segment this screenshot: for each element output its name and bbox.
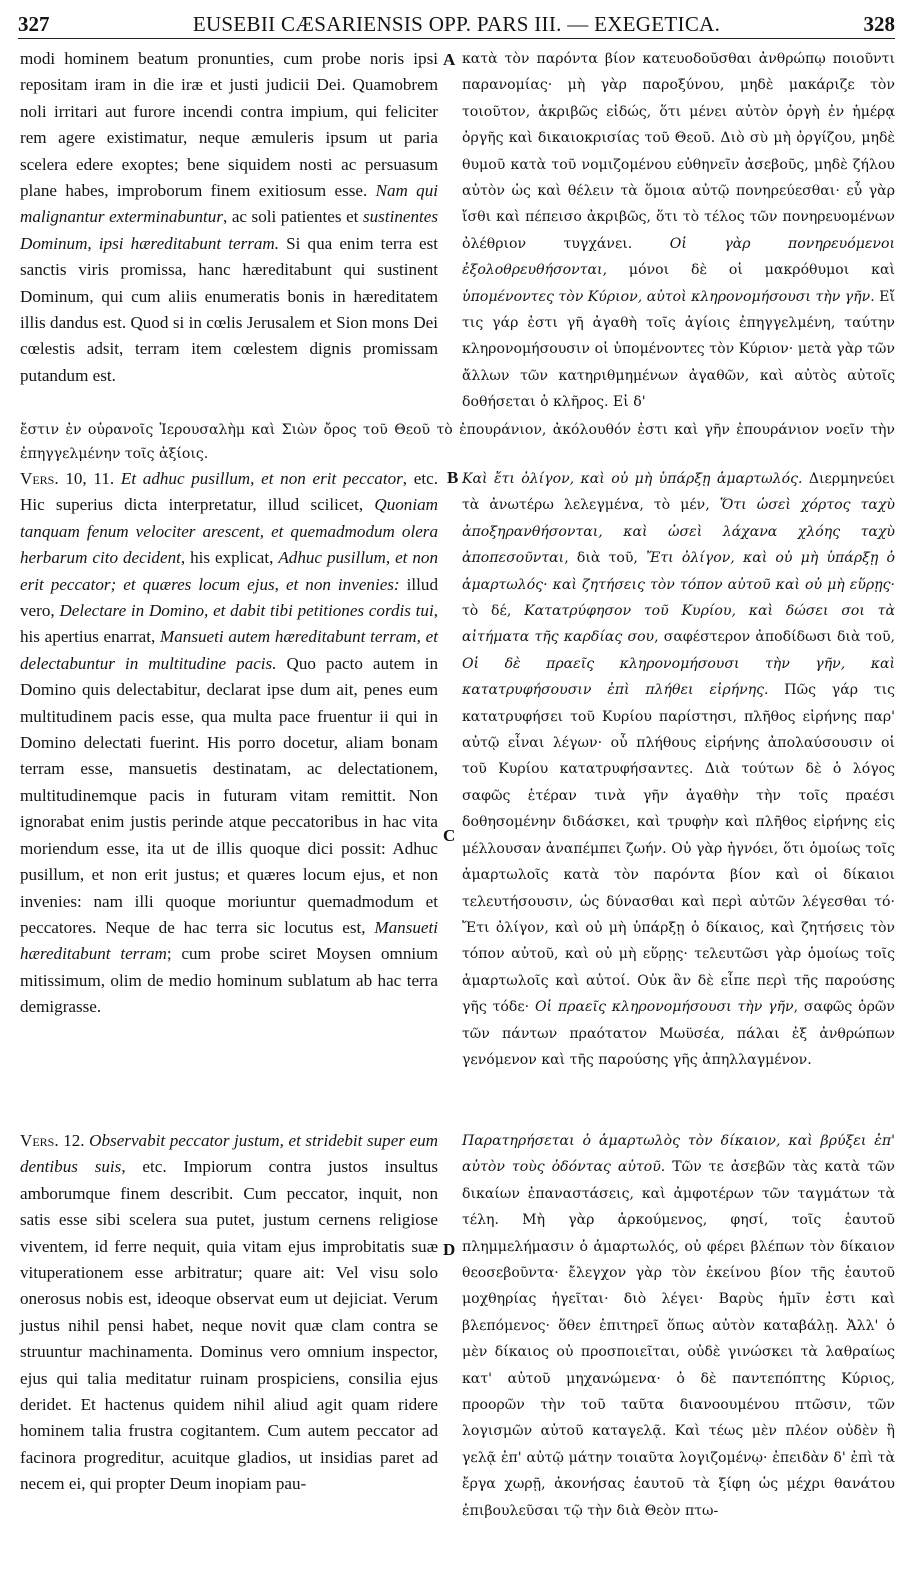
text-run: ; cum probe sciret Moysen omnium mitissimum, olim de medio hominum sublatum ab hac terra demigrasse. (20, 944, 438, 1017)
text-run: modi hominem beatum pronunties, cum probe noris ipsi repositam iram in die iræ et justi judicii Dei. Quamobrem noli irritari aut furore incendi contra impium, qui feliciter rem agere existimatur, neque æmuleris ipsum ut paria scelera edere exoptes; bene siquidem nosti ac persuasum plane habes, improborum finem exitiosum esse. (20, 49, 438, 201)
scripture-quote: ὑπομένοντες τὸν Κύριον, αὐτοὶ κληρονομήσουσι τὴν γῆν. (462, 288, 875, 305)
greek-column-vers-10-11 (462, 466, 895, 1073)
text-run: Si qua enim terra est sanctis viris promissa, hanc hæreditabunt qui sustinent Dominum, qui cum aliis enumeratis bonis in hæreditatem illis dandus est. Quod si in cœlis Jerusalem et Sion mons Dei cœlestis adsit, terram item cœlestem dignis promissam putandum est. (20, 233, 439, 385)
running-title: EUSEBII CÆSARIENSIS OPP. PARS III. — EXEGETICA. (192, 12, 721, 36)
scripture-quote: Καὶ ἔτι ὀλίγον, καὶ οὐ μὴ ὑπάρξῃ ἁμαρτωλός. (462, 471, 803, 487)
verse-heading: Vers. 10, 11. (20, 469, 115, 488)
greek-paragraph (462, 46, 895, 416)
text-run: , διὰ τοῦ, (564, 550, 647, 567)
scripture-quote: Οἱ δὲ πραεῖς κληρονομήσουσι τὴν γῆν, καὶ κατατρυφήσουσιν ἐπὶ πλήθει εἰρήνης. (462, 655, 895, 699)
verse-heading: Vers. 12. (20, 1131, 85, 1150)
scripture-quote: Delectare in Domino, et dabit tibi petitiones cordis tui (59, 601, 434, 621)
latin-column-section-1 (20, 46, 438, 389)
running-header (18, 8, 895, 39)
latin-paragraph (20, 466, 438, 1021)
text-run (114, 469, 121, 488)
scripture-quote: Οἱ γὰρ πονηρευόμενοι ἐξολοθρευθήσονται (462, 235, 896, 279)
latin-paragraph (20, 46, 438, 389)
text-run: illud vero, (20, 574, 438, 621)
scripture-quote: Mansueti autem hæreditabunt terram, et delectabuntur in multitudine pacis. (20, 627, 438, 673)
margin-marker-c: C (443, 826, 456, 845)
text-run: , etc. Hic superius dicta interpretatur, illud scilicet, (20, 469, 438, 515)
page-number-right: 328 (863, 12, 895, 36)
scripture-quote: Κατατρύφησον τοῦ Κυρίου, καὶ δώσει σοι τὰ αἰτήματα τῆς καρδίας σου (462, 603, 895, 646)
text-run: , etc. Impiorum contra justos insultus amborumque finem describit. Cum peccator, inquit, non satis esse sibi scelera sua putet, justum cernens religiose viventem, id ferre nequit, quia vitam ejus improbitatis suæ vituperationem esse arbitratur; quare ait: Vel visu solo onerosus nobis est, ideoque observat eum ut dejiciat. Verum justus nihil pensi habet, neque novit quæ clam contra se struuntur machinamenta. Dominus vero omnium inspector, ejus qui talia meditatur ruinam prospiciens, consilia ejus deridet. Et hactenus quidem nihil aliud agit quam ridere hominem talia frustra cogitantem. Cum autem peccator ad facinora progreditur, acuitque gladios, ut insidias paret ad necem ei, qui propter Deum inopiam pau- (20, 1157, 438, 1494)
text-run: Τῶν τε ἀσεβῶν τὰς κατὰ τῶν δικαίων ἐπαναστάσεις, καὶ ἀμφοτέρων τῶν ταγμάτων τὰ τέλη. Μὴ γὰρ ἀρκούμενος, φησί, τοῖς ἑαυτοῦ πλημμελήμασιν ὁ ἁμαρτωλός, οὐ φέρει βλέπων τὸν δίκαιον θεοσεβοῦντα· ἔλεγχον γὰρ τὸν ἐκείνου βίον τῆς ἑαυτοῦ μοχθηρίας ἡγεῖται· διὸ λέγει· Βαρὺς ἡμῖν ἐστι καὶ βλεπόμενος· ὅθεν ἐπιτηρεῖ ὅπως αὐτὸν καταβάλῃ. Ἀλλ' ὁ μὲν δίκαιος οὐ προσποιεῖται, οὐδὲ γινώσκει τὰ λαθραίως κατ' αὐτοῦ μηχανώμενα· ὁ δὲ παντεπόπτης Κύριος, προορῶν τὴν τοῦ ταῦτα διανοουμένου πτῶσιν, τῶν λογισμῶν αὐτοῦ καταγελᾷ. Καὶ τέως μὲν πλέον οὐδὲν ἢ γελᾷ ἐπ' αὐτῷ μάτην τοιαῦτα λογιζομένῳ· ἐπειδὰν δ' ἐπὶ τὰ ἔργα χωρῇ, ἀκονήσας ἑαυτοῦ τὰ ξίφη ὡς μέχρι θανάτου ἐπιβουλεῦσαι τῷ τὴν διὰ Θεὸν πτω- (462, 1159, 896, 1519)
latin-column-vers-12 (20, 1128, 438, 1498)
latin-paragraph (20, 1128, 438, 1498)
text-run: , ac soli patientes et (223, 207, 363, 227)
scripture-quote: Observabit peccator justum, et stridebit super eum dentibus suis (20, 1131, 438, 1177)
scripture-quote: Οἱ πραεῖς κληρονομήσουσι τὴν γῆν (535, 999, 794, 1016)
scripture-quote: sustinentes Dominum, ipsi hæreditabunt terram. (20, 207, 438, 253)
greek-fullwidth-line: ἔστιν ἐν οὐρανοῖς Ἱερουσαλὴμ καὶ Σιὼν ὄρος τοῦ Θεοῦ τὸ ἐπουράνιον, ἀκόλουθόν ἐστι καὶ γῆν ἐπουράνιον νοεῖν τὴν ἐπηγγελμένην τοῖς ἀξίοις. (20, 422, 895, 462)
text-run: , σαφῶς ὁρῶν τῶν πάντων πραότατον Μωϋσέα, πάλαι ἐξ ἀνθρώπων γενόμενον καὶ τῆς παρούσης γῆς ἀπηλλαγμένον. (462, 999, 895, 1068)
scripture-quote: Παρατηρήσεται ὁ ἁμαρτωλὸς τὸν δίκαιον, καὶ βρύξει ἐπ' αὐτὸν τοὺς ὀδόντας αὐτοῦ. (462, 1133, 895, 1176)
text-run: , μόνοι δὲ οἱ μακρόθυμοι καὶ (602, 262, 895, 279)
greek-paragraph (462, 466, 895, 1073)
text-run: κατὰ τὸν παρόντα βίον κατευοδοῦσθαι ἀνθρώπῳ ποιοῦντι παρανομίας· μὴ γὰρ παροξύνου, μηδὲ μακάριζε τὸν τοιοῦτον, ἀκριβῶς εἰδώς, ὅτι μένει αὐτὸν ὀργὴ ἐν ἡμέρᾳ ὀργῆς καὶ δικαιοκρισίας τοῦ Θεοῦ. Διὸ σὺ μὴ ὀργίζου, μηδὲ θυμοῦ κατὰ τοῦ νομιζομένου εὐθηνεῖν ἀσεβοῦς, μηδὲ ζήλου αὐτὸν ὡς καὶ θέλειν τὰ ὅμοια αὐτῷ πονηρεύεσθαι· εὖ γὰρ ἴσθι καὶ πέπεισο ἀκριβῶς, ὅτι τὸ τέλος τῶν πονηρευομένων ὀλέθριον τυγχάνει. (462, 51, 895, 252)
greek-column-section-1 (462, 46, 895, 416)
greek-paragraph (462, 1128, 895, 1524)
scripture-quote: Mansueti hæreditabunt terram (20, 917, 438, 964)
latin-column-vers-10-11 (20, 466, 438, 1021)
text-run: , σαφέστερον ἀποδίδωσι διὰ τοῦ, (654, 629, 895, 646)
text-run: τὸ δέ, (462, 603, 525, 620)
page-number-left: 327 (18, 12, 50, 36)
scripture-quote: Ὅτι ὡσεὶ χόρτος ταχὺ ἀποξηρανθήσονται, καὶ ὡσεὶ λάχανα χλόης ταχὺ ἀποπεσοῦνται (462, 497, 895, 567)
greek-column-vers-12 (462, 1128, 895, 1524)
scripture-quote: Et adhuc pusillum, et non erit peccator (120, 469, 403, 488)
text-run: , his explicat, (180, 548, 279, 568)
text-run: , his apertius enarrat, (20, 601, 438, 647)
scripture-quote: Adhuc pusillum, et non erit peccator; et quæres locum ejus, et non invenies: (20, 548, 439, 594)
scripture-quote: Ἔτι ὀλίγον, καὶ οὐ μὴ ὑπάρξῃ ὁ ἁμαρτωλός· καὶ ζητήσεις τὸν τόπον αὐτοῦ καὶ οὐ μὴ εὕρῃς· (462, 550, 895, 593)
scripture-quote: Quoniam tanquam fenum velociter arescent, et quemadmodum olera herbarum cito decident (20, 495, 438, 568)
margin-marker-a: A (443, 50, 456, 69)
text-run: Πῶς γάρ τις κατατρυφήσει τοῦ Κυρίου παρίστησι, πλῆθος εἰρήνης παρ' αὐτῷ εἶναι λέγων· οὗ πλήθους εἰρήνης ἀπολαύσουσιν οἱ τοῦ Κυρίου κατατρυφήσαντες. Διὰ τούτων δὲ ὁ λόγος σαφῶς ἑτέραν τινὰ γῆν ἀγαθὴν τὴν τοῖς πραέσι δοθησομένην διδάσκει, καὶ τρυφὴν καὶ πλῆθος εἰρήνης εἰς μέλλουσαν ἀναπέμπει ζωήν. Οὐ γὰρ ἠγνόει, ὅτι ὁμοίως τοῖς ἁμαρτωλοῖς κατὰ τὸν παρόντα βίον καὶ οἱ δίκαιοι τελευτήσουσιν, ὡς δύνασθαι καὶ περὶ αὐτῶν λέγεσθαι τό· Ἔτι ὀλίγον, καὶ οὐ μὴ ὑπάρξῃ ὁ δίκαιος, καὶ ζητήσεις τὸν τόπον αὐτοῦ, καὶ οὐ μὴ εὕρῃς· τελευτῶσι γὰρ ὁμοίως τοῖς ἁμαρτωλοῖς καὶ αὐτοί. Οὐκ ἂν δὲ εἶπε περὶ τῆς παρούσης γῆς τόδε· (462, 682, 895, 1016)
text-run: Εἴ τις γάρ ἐστι γῆ ἀγαθὴ τοῖς ἁγίοις ἐπηγγελμένη, ταύτην κληρονομήσουσιν οἱ ὑπομένοντες τὸν Κύριον· μετὰ γὰρ τῶν ἄλλων τῶν κατηριθμημένων ἀγαθῶν, καὶ αὐτὸς αὐτοῖς δοθήσεται ὁ κλῆρος. Εἰ δ' (462, 288, 895, 411)
text-run: Quo pacto autem in Domino quis delectabitur, declarat ipse dum ait, penes eum multitudinem pacis esse, qua multa pace fruentur ii qui in Domino delectati fuerint. His porro docetur, aliam bonam terram esse, mansuetis destinatam, ac delectationem, multitudinemque pacis in futuram vitam remittit. Non ignorabat enim justis perinde atque peccatoribus in hac vita moriendum esse, ita ut de illis quoque dici possit: Adhuc pusillum, et non erit justus; et quæres locum ejus, et non invenies: nam illi quoque moriuntur quemadmodum et peccatores. Neque de hac terra sic locutus est, (20, 653, 438, 937)
margin-marker-d: D (443, 1240, 456, 1259)
margin-marker-b: B (447, 468, 459, 487)
text-run: Διερμηνεύει τὰ ἀνωτέρω λελεγμένα, τὸ μέν, (462, 471, 896, 514)
scripture-quote: Nam qui malignantur exterminabuntur (20, 181, 438, 227)
